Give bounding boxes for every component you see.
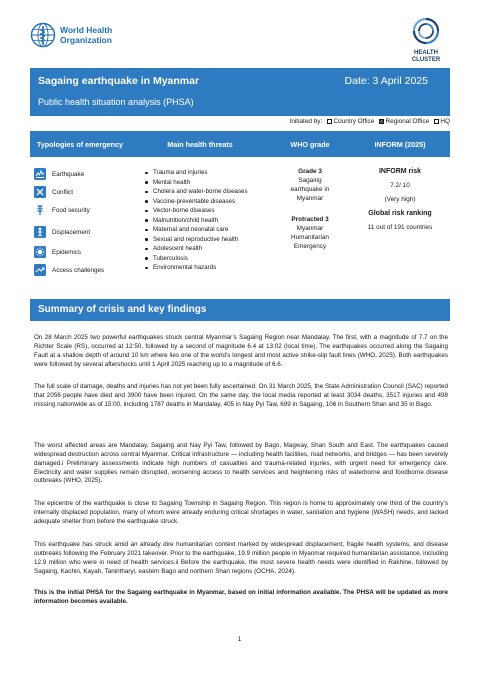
typology-access-challenges xyxy=(34,263,104,277)
overview-table-header xyxy=(30,131,450,157)
health-cluster-logo xyxy=(396,18,456,64)
earthquake-icon xyxy=(34,168,46,180)
threat-item: Malnutrition/child health xyxy=(144,216,270,226)
conflict-icon xyxy=(34,186,46,198)
summary-paragraph-2: The full scale of damage, deaths and injuries has not yet been fully ascertained. On 31 March 2025, the State Administration Council (SAC) reported that 2056 people have died and 3900 have been injured. On the same day, the local media reported at least 3034 deaths, 3517 injuries and 498 missing nationwide as of 15:00, including 1787 deaths in Mandalay, 405 in Nay Pyi Taw, 699 in Sagaing, 106 in Southern Shan and 35 in Bago. xyxy=(34,383,448,408)
global-ranking-label: Global risk ranking xyxy=(368,210,432,217)
grade-line: earthquake in xyxy=(290,186,330,193)
typology-epidemics xyxy=(34,245,81,259)
country-office-checkbox[interactable] xyxy=(327,119,332,124)
threat-item: Vaccine-preventable diseases xyxy=(144,197,270,207)
country-office-label: Country Office xyxy=(333,118,375,125)
inform-risk-value: 7.2/ 10 xyxy=(390,182,410,189)
threat-item: Maternal and neonatal care xyxy=(144,225,270,235)
who-logo xyxy=(30,22,112,48)
who-name-line2: Organization xyxy=(60,35,112,45)
typology-label: Conflict xyxy=(52,188,73,196)
threat-item: Trauma and injuries xyxy=(144,168,270,178)
col-who-grade: WHO grade xyxy=(290,139,330,149)
grade-line: Myanmar xyxy=(296,225,324,232)
inform-cell xyxy=(350,167,450,232)
typology-food-security xyxy=(34,203,90,217)
page-header xyxy=(0,0,479,68)
col-inform: INFORM (2025) xyxy=(374,139,426,149)
title-banner xyxy=(30,68,450,116)
threat-item: Sexual and reproductive health xyxy=(144,235,270,245)
threat-item: Vector-borne diseases xyxy=(144,206,270,216)
global-ranking-value: 11 out of 191 countries xyxy=(367,224,433,231)
grade-line: Humanitarian xyxy=(290,234,329,241)
summary-title: Summary of crisis and key findings xyxy=(38,304,207,315)
typology-label: Epidemics xyxy=(52,248,82,256)
threat-item: Cholera and water-borne diseases xyxy=(144,187,270,197)
grade-line: Emergency xyxy=(293,243,327,250)
summary-paragraph-4: The epicentre of the earthquake is close to Sagaing Township in Sagaing Region. This region is home to approximately one third of the country’s internally displaced population, many of whom were already enduring critical shortages in water, sanitation and hygiene (WASH) needs, and lacked adequate shelter from before the earthquake struck. xyxy=(34,500,448,525)
initiated-by-row xyxy=(30,118,450,125)
who-name-line1: World Health xyxy=(60,25,113,35)
typology-label: Food security xyxy=(52,206,90,214)
col-health-threats: Main health threats xyxy=(167,139,233,149)
summary-paragraph-5: This earthquake has struck amid an already dire humanitarian context marked by widespread displacement, fragile health systems, and disease outbreaks following the February 2021 takeover. Prior to the earthquake, 19.9 million people in Myanmar required humanitarian assistance, including 12.9 million who were in need of health services.ii Before the earthquake, the most severe health needs were identified in Rakhine, followed by Sagaing, Kachin, Kayah, Tanintharyi, eastern Bago and northern Shan regions (OCHA, 2024). xyxy=(34,541,448,575)
who-emblem-icon xyxy=(30,22,56,48)
grade-title-2: Protracted 3 xyxy=(291,216,329,223)
typology-label: Access challenges xyxy=(52,266,105,274)
grade-title-1: Grade 3 xyxy=(298,168,322,175)
health-cluster-emblem-icon xyxy=(412,18,440,44)
report-subtitle: Public health situation analysis (PHSA) xyxy=(38,97,194,107)
threat-item: Tuberculosis xyxy=(144,254,270,264)
page-number: 1 xyxy=(237,636,242,643)
grade-line: Myanmar xyxy=(296,195,324,202)
health-threats-list xyxy=(144,168,270,273)
grade-line: Sagaing xyxy=(298,177,322,184)
report-date: Date: 3 April 2025 xyxy=(344,75,428,87)
report-title: Sagaing earthquake in Myanmar xyxy=(38,75,200,87)
col-typologies: Typologies of emergency xyxy=(36,139,124,149)
health-cluster-line1: HEALTH xyxy=(414,50,438,56)
regional-office-label: Regional Office xyxy=(385,118,430,125)
summary-paragraph-1: On 28 March 2025 two powerful earthquakes struck central Myanmar’s Sagaing Region near Mandalay. The first, with a magnitude of 7.7 on the Richter Scale (RS), occurred at 12:50, followed by a second of magnitude 6.4 at 13:02 (local time). The earthquakes occurred along the Sagaing Fault at a shallow depth of around 10 km where lies one of the world’s longest and most active strike-slip fault lines (WHO, 2025). Both earthquakes were followed by several aftershocks until 1 April 2025 reaching up to a magnitude of 6.6. xyxy=(34,334,448,368)
hq-label: HQ xyxy=(440,118,450,125)
food-security-icon xyxy=(34,204,46,216)
summary-paragraph-3: The worst affected areas are Mandalay, Sagaing and Nay Pyi Taw, followed by Bago, Magway, Shan South and East. The earthquakes caused widespread destruction across central Myanmar. Critical infrastructure — including health facilities, road networks, and bridges — has been severely damaged.i Preliminary assessments indicate high numbers of casualties and trauma-related injuries, with urgent need for emergency care. Electricity and water supplies remain disrupted, worsening access to health services and heightening risks of waterborne and foodborne disease outbreaks (WHO, 2025). xyxy=(34,442,448,485)
inform-risk-label: INFORM risk xyxy=(378,168,421,175)
health-cluster-line2: CLUSTER xyxy=(411,57,441,63)
threat-item: Mental health xyxy=(144,178,270,188)
inform-risk-level: (Very high) xyxy=(384,196,416,203)
access-challenges-icon xyxy=(34,264,46,276)
threat-item: Adolescent health xyxy=(144,244,270,254)
who-grade-cell xyxy=(270,167,350,251)
summary-paragraph-6: This is the initial PHSA for the Sagaing earthquake in Myanmar, based on initial information available. The PHSA will be updated as more information becomes available. xyxy=(34,589,448,605)
summary-section-header xyxy=(30,299,450,321)
threat-item: Environmental hazards xyxy=(144,263,270,273)
displacement-icon xyxy=(34,226,46,238)
hq-checkbox[interactable] xyxy=(434,119,439,124)
epidemics-icon xyxy=(34,246,46,258)
typology-earthquake xyxy=(34,167,84,181)
initiated-by-label: Initiated by: xyxy=(289,118,323,125)
typology-displacement xyxy=(34,225,90,239)
typology-label: Earthquake xyxy=(52,170,85,178)
typology-label: Displacement xyxy=(52,228,91,236)
regional-office-checkbox[interactable] xyxy=(379,119,384,124)
typology-conflict xyxy=(34,185,73,199)
